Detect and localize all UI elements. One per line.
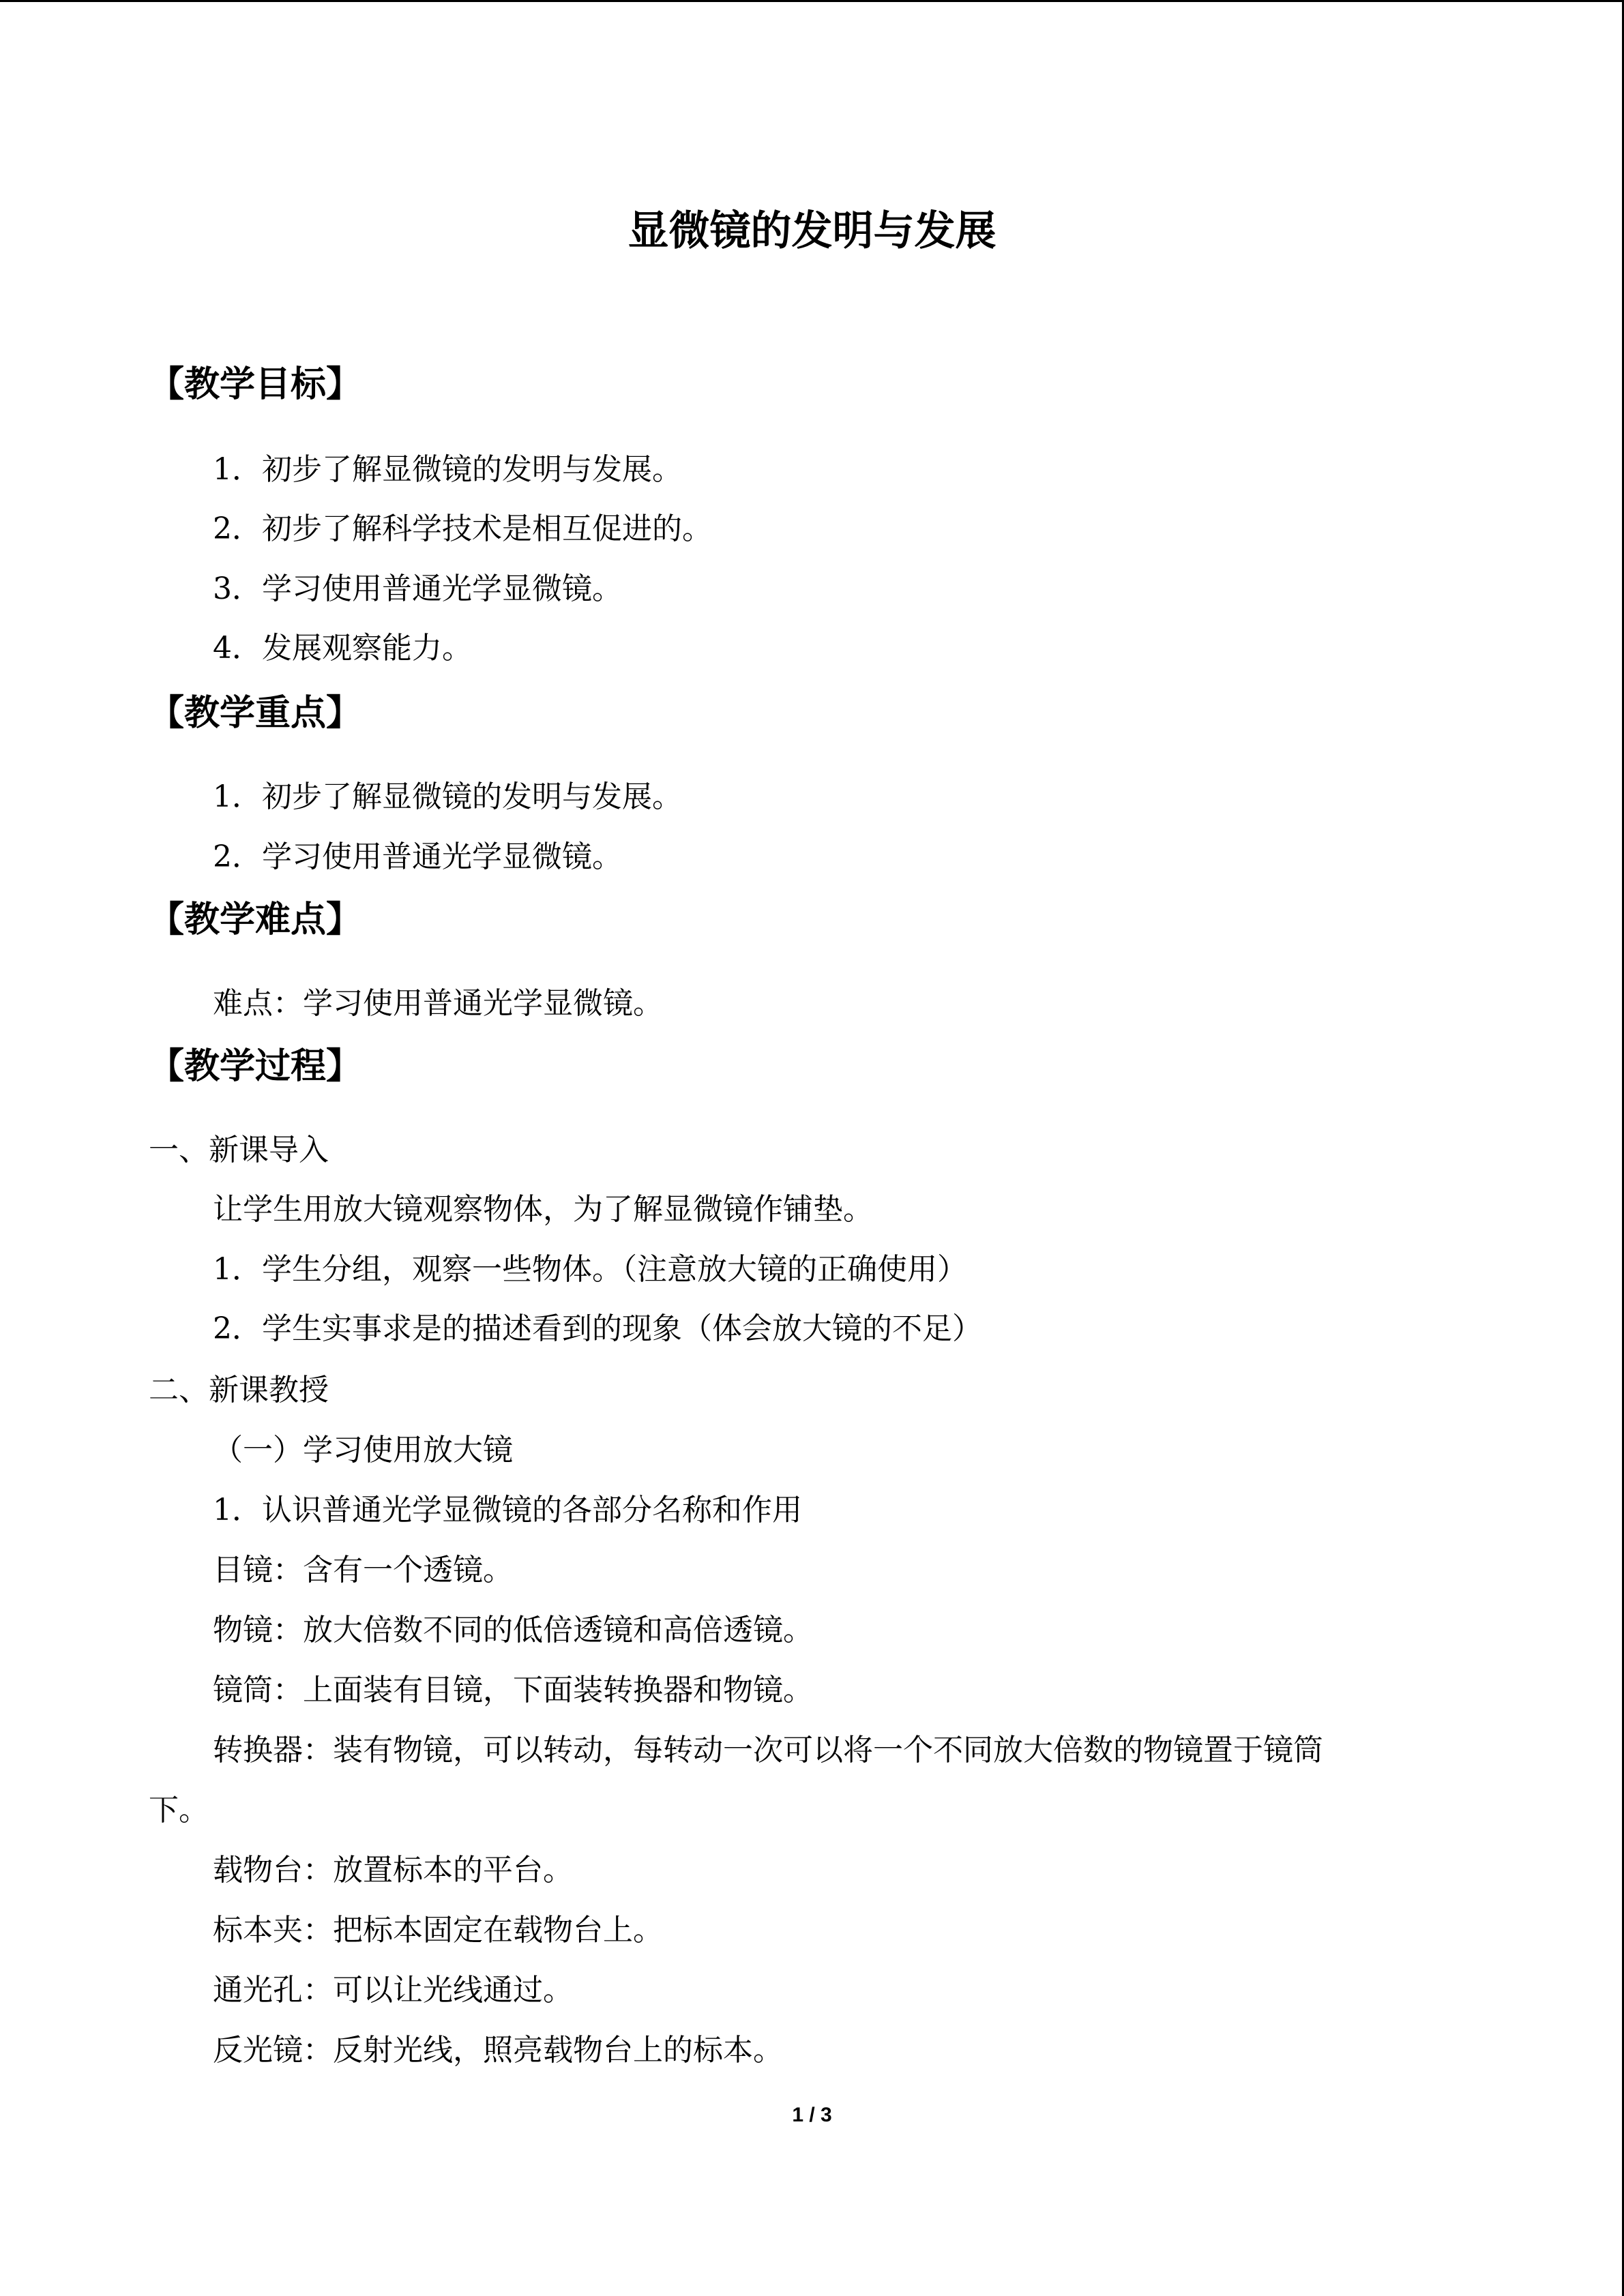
document-title: 显微镜的发明与发展 bbox=[628, 207, 996, 255]
process-line: 镜筒：上面装有目镜，下面装转换器和物镜。 bbox=[213, 1673, 813, 1708]
process-line: 转换器：装有物镜，可以转动，每转动一次可以将一个不同放大倍数的物镜置于镜筒 bbox=[213, 1733, 1323, 1768]
objective-item: 1．初步了解显微镜的发明与发展。 bbox=[213, 452, 682, 487]
key-point-item: 1．初步了解显微镜的发明与发展。 bbox=[213, 779, 682, 814]
process-line: 通光孔：可以让光线通过。 bbox=[213, 1973, 573, 2008]
process-line: 1．认识普通光学显微镜的各部分名称和作用 bbox=[213, 1493, 802, 1527]
objective-item: 4．发展观察能力。 bbox=[213, 631, 472, 666]
page-number: 1 / 3 bbox=[792, 2104, 832, 2126]
section-heading-difficulties: 【教学难点】 bbox=[149, 899, 362, 940]
key-point-item: 2．学习使用普通光学显微镜。 bbox=[213, 839, 622, 874]
process-line: 一、新课导入 bbox=[149, 1133, 329, 1167]
process-line: 标本夹：把标本固定在载物台上。 bbox=[213, 1913, 663, 1948]
objective-item: 2．初步了解科学技术是相互促进的。 bbox=[213, 511, 712, 546]
objective-item: 3．学习使用普通光学显微镜。 bbox=[213, 571, 622, 606]
process-line: 物镜：放大倍数不同的低倍透镜和高倍透镜。 bbox=[213, 1613, 813, 1648]
process-line: 二、新课教授 bbox=[149, 1373, 329, 1407]
process-line: 下。 bbox=[149, 1793, 209, 1828]
process-line: 让学生用放大镜观察物体，为了解显微镜作铺垫。 bbox=[213, 1192, 873, 1227]
process-line: （一）学习使用放大镜 bbox=[213, 1433, 513, 1467]
difficulty-item: 难点：学习使用普通光学显微镜。 bbox=[213, 986, 663, 1021]
process-line: 反光镜：反射光线，照亮载物台上的标本。 bbox=[213, 2033, 783, 2068]
section-heading-objectives: 【教学目标】 bbox=[149, 363, 362, 405]
process-line: 目镜：含有一个透镜。 bbox=[213, 1553, 513, 1587]
process-line: 1．学生分组，观察一些物体。（注意放大镜的正确使用） bbox=[213, 1252, 967, 1287]
process-line: 2．学生实事求是的描述看到的现象（体会放大镜的不足） bbox=[213, 1311, 982, 1346]
section-heading-key-points: 【教学重点】 bbox=[149, 692, 362, 734]
process-line: 载物台：放置标本的平台。 bbox=[213, 1853, 573, 1888]
section-heading-process: 【教学过程】 bbox=[149, 1045, 362, 1087]
